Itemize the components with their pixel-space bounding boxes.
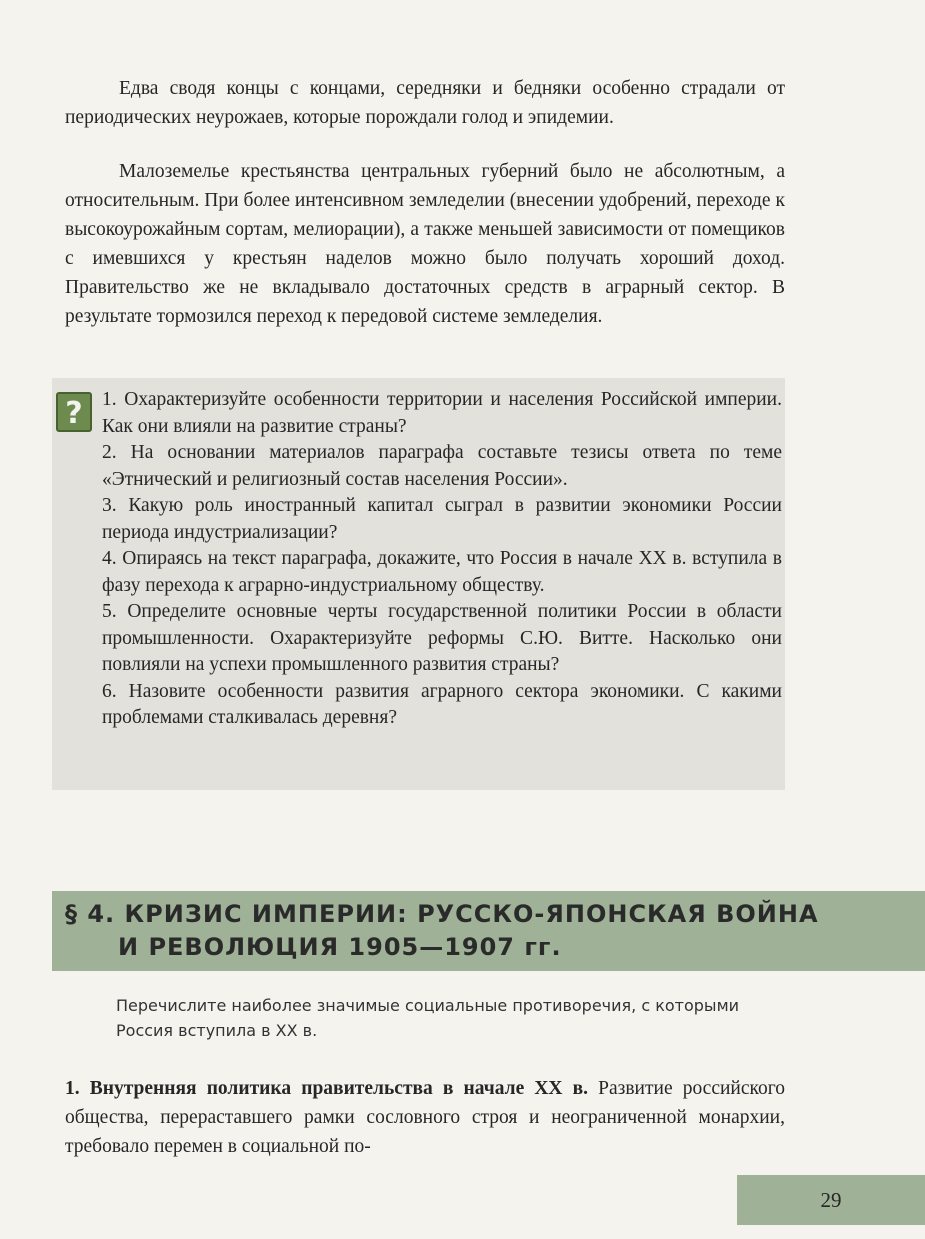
section-title-line1: § 4. КРИЗИС ИМПЕРИИ: РУССКО-ЯПОНСКАЯ ВОЙНА bbox=[65, 900, 819, 928]
subsection-text: Развитие российского общества, перераставшего рамки сословного строя и неограниченной монархии, требовало перемен в социальной по- bbox=[65, 1078, 786, 1157]
paragraph-internal-policy bbox=[65, 1074, 785, 1161]
section-title bbox=[65, 898, 825, 964]
question-item-3: 3. Какую роль иностранный капитал сыграл в развитии экономики России периода индустриализации? bbox=[102, 495, 782, 543]
paragraph-land-shortage bbox=[65, 157, 785, 331]
page-number: 29 bbox=[820, 1188, 842, 1212]
question-list bbox=[102, 387, 782, 732]
section-title-line2: И РЕВОЛЮЦИЯ 1905—1907 гг. bbox=[118, 933, 562, 961]
paragraph-hunger-text: Едва сводя концы с концами, середняки и бедняки особенно страдали от периодических неурожаев, которые порождали голод и эпидемии. bbox=[65, 78, 785, 128]
intro-question: Перечислите наиболее значимые социальные противоречия, с которыми Россия вступила в XX в. bbox=[116, 996, 740, 1040]
paragraph-land-shortage-text: Малоземелье крестьянства центральных губерний было не абсолютным, а относительным. При более интенсивном земледелии (внесении удобрений, переходе к высокоурожайным сортам, мелиорации), а также меньшей зависимости от помещиков с имевшихся у крестьян наделов можно было получать хороший доход. Правительство же не вкладывало достаточных средств в аграрный сектор. В результате тормозился переход к передовой системе земледелия. bbox=[65, 161, 785, 327]
subsection-heading: 1. Внутренняя политика правительства в начале XX в. bbox=[65, 1078, 589, 1099]
question-item-4: 4. Опираясь на текст параграфа, докажите, что Россия в начале XX в. вступила в фазу перехода к аграрно-индустриальному обществу. bbox=[102, 548, 782, 596]
question-item-1: 1. Охарактеризуйте особенности территории и населения Российской империи. Как они влияли на развитие страны? bbox=[102, 389, 782, 437]
question-mark-icon: ? bbox=[56, 392, 92, 432]
question-item-2: 2. На основании материалов параграфа составьте тезисы ответа по теме «Этнический и религиозный состав населения России». bbox=[102, 442, 782, 490]
paragraph-hunger bbox=[65, 74, 785, 132]
question-item-6: 6. Назовите особенности развития аграрного сектора экономики. С какими проблемами сталкивалась деревня? bbox=[102, 680, 782, 728]
question-item-5: 5. Определите основные черты государственной политики России в области промышленности. Охарактеризуйте реформы С.Ю. Витте. Насколько они повлияли на успехи промышленного развития страны? bbox=[102, 601, 782, 675]
